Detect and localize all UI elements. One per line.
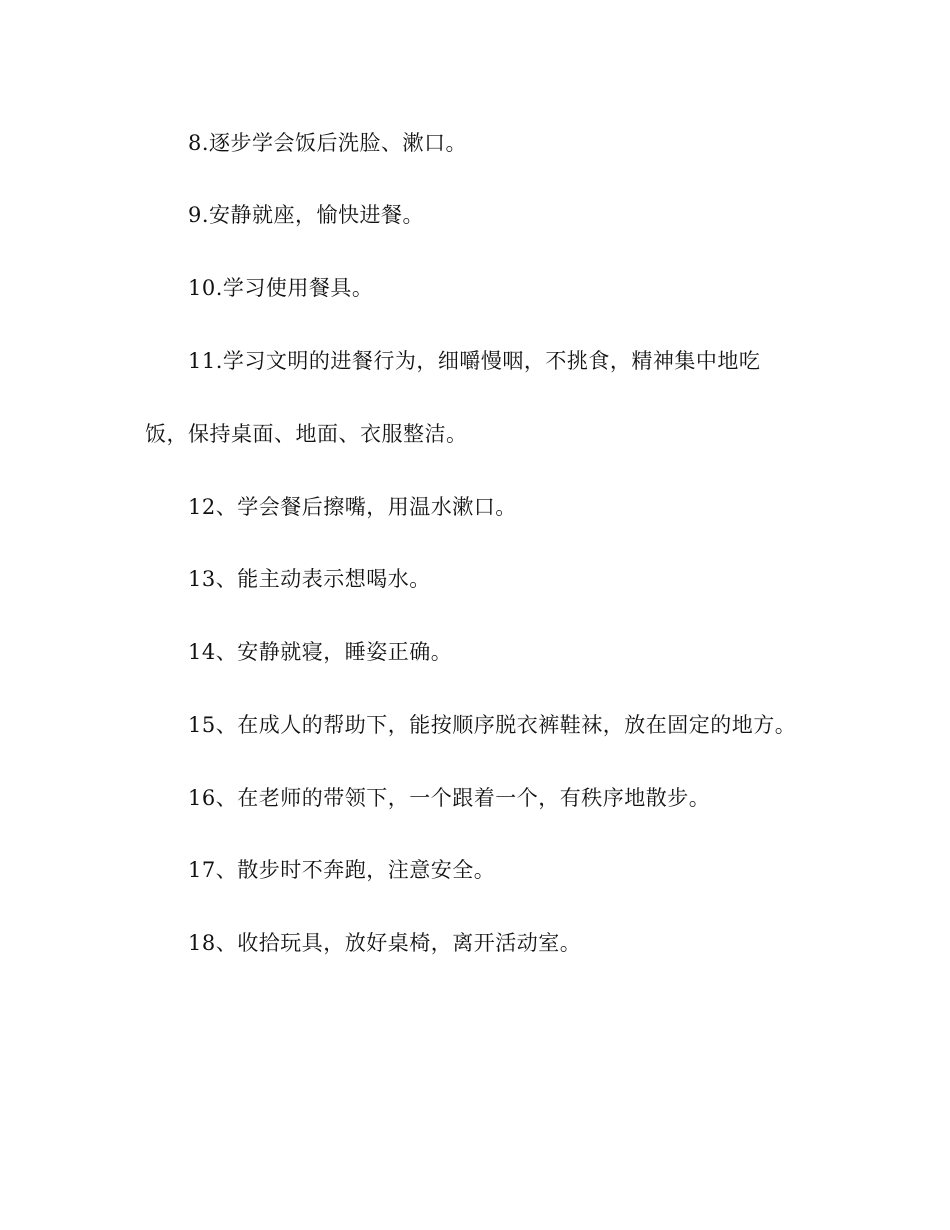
paragraph-item-15: 15、在成人的帮助下，能按顺序脱衣裤鞋袜，放在固定的地方。: [188, 713, 797, 737]
paragraph-item-13: 13、能主动表示想喝水。: [188, 567, 431, 591]
paragraph-item-12: 12、学会餐后擦嘴，用温水漱口。: [188, 495, 517, 519]
paragraph-item-9: 9.安静就座，愉快进餐。: [188, 203, 425, 227]
paragraph-item-18: 18、收拾玩具，放好桌椅，离开活动室。: [188, 931, 582, 955]
paragraph-item-16: 16、在老师的带领下，一个跟着一个，有秩序地散步。: [188, 786, 711, 810]
paragraph-item-17: 17、散步时不奔跑，注意安全。: [188, 858, 496, 882]
paragraph-item-8: 8.逐步学会饭后洗脸、漱口。: [188, 131, 468, 155]
paragraph-item-11-continuation: 饭，保持桌面、地面、衣服整洁。: [145, 422, 468, 446]
paragraph-item-10: 10.学习使用餐具。: [188, 276, 374, 300]
paragraph-item-11: 11.学习文明的进餐行为，细嚼慢咽，不挑食，精神集中地吃: [188, 349, 761, 373]
paragraph-item-14: 14、安静就寝，睡姿正确。: [188, 640, 453, 664]
